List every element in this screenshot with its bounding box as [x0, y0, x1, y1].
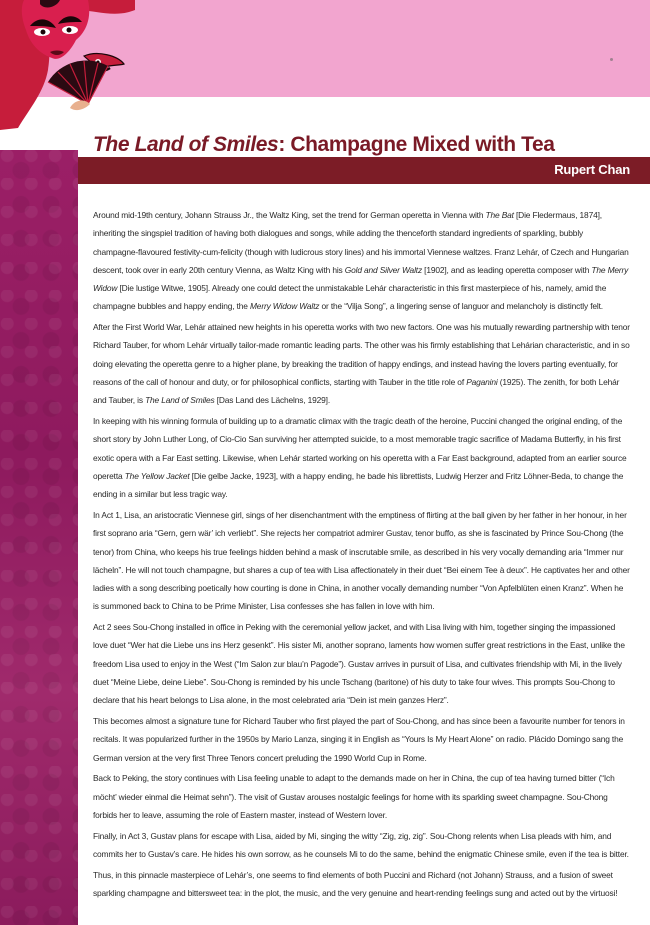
- title-work-name: The Land of Smiles: [93, 133, 279, 156]
- paragraph-text: (1925). The zenith, for both Lehár and Tauber, is: [93, 377, 620, 406]
- paragraph-text: [1902], and as leading operetta composer with: [422, 264, 592, 275]
- article-paragraph: [93, 827, 630, 864]
- work-title: The Land of Smiles: [145, 395, 215, 406]
- work-title: Merry Widow Waltz: [249, 301, 320, 312]
- article-paragraph: [93, 318, 630, 409]
- article-paragraph: [93, 712, 630, 767]
- chinese-opera-face-with-fan-icon: [0, 0, 135, 130]
- paragraph-text: [Die Fledermaus, 1874], inheriting the singspiel tradition of having both dialogues and songs, while adding the thenceforth standard ingredients of sparkling, bubbly champagne-flavoured festivity-cum-felicity (though with ludicrous story lines) and his immortal Viennese waltzes. Franz Lehár, of Czech and Hungarian descent, took over in early 20th century Vienna, as Waltz King with his: [93, 210, 629, 275]
- title-subtitle: : Champagne Mixed with Tea: [278, 133, 555, 156]
- paragraph-text: [Das Land des Lächelns, 1929].: [214, 395, 331, 406]
- decor-dot: [610, 58, 613, 61]
- article-paragraph: [93, 866, 630, 903]
- paragraph-text: Act 2 sees Sou-Chong installed in office in Peking with the ceremonial yellow jacket, and with Lisa living with him, together singing the impassioned love duet “Wer hat die Liebe uns ins Herz gesenkt”. His sister Mi, another soprano, laments how women suffer great restrictions in the East, unlike the freedom Lisa used to enjoy in the West (“Im Salon zur blau’n Pagode”). Gustav arrives in pursuit of Lisa, and cultivates friendship with Mi, in the lively duet “Meine Liebe, deine Liebe”. Sou-Chong is reminded by his uncle Tschang (baritone) of his duty to take four wives. This prompts Sou-Chong to declare that his heart belongs to Lisa alone, in the most celebrated aria “Dein ist mein ganzes Herz”.: [93, 622, 625, 706]
- article-paragraph: [93, 618, 630, 709]
- paragraph-text: [Die lustige Witwe, 1905]. Already one could detect the unmistakable Lehár characteristic in this first masterpiece of his, namely, amid the champagne bubbles and happy ending, the: [93, 283, 607, 312]
- article-paragraph: [93, 206, 630, 316]
- side-band: [0, 150, 78, 925]
- article-body: [93, 206, 630, 905]
- article-paragraph: [93, 506, 630, 616]
- article-paragraph: [93, 412, 630, 503]
- paragraph-text: Finally, in Act 3, Gustav plans for escape with Lisa, aided by Mi, singing the witty “Zig, zig, zig”. Sou-Chong relents when Lisa pleads with him, and commits her to Gustav’s care. He hides his own sorrow, as he counsels Mi to do the same, behind the enigmatic Chinese smile, even if the tea is bitter.: [93, 830, 629, 859]
- paragraph-text: Back to Peking, the story continues with Lisa feeling unable to adapt to the demands made on her in China, the cup of tea having turned bitter (“Ich möcht’ wieder einmal die Heimat sehn”). The visit of Gustav arouses nostalgic feelings for home with its sparkling sweet champagne. Sou-Chong forbids her to leave, assuming the role of Eastern master, instead of Western lover.: [93, 773, 615, 820]
- paragraph-text: This becomes almost a signature tune for Richard Tauber who first played the part of Sou-Chong, and has since been a favourite number for tenors in recitals. It was popularized further in the 1950s by Mario Lanza, singing it in English as “Yours Is My Heart Alone” on radio. Plácido Domingo sang the German version at the very first Three Tenors concert preluding the 1990 World Cup in Rome.: [93, 715, 625, 763]
- paragraph-text: [Die gelbe Jacke, 1923], with a happy ending, he bade his librettists, Ludwig Herzer and Fritz Löhner-Beda, to change the ending in a similar but less tragic way.: [93, 470, 624, 500]
- work-title: Gold and Silver Waltz: [344, 264, 422, 275]
- paragraph-text: Thus, in this pinnacle masterpiece of Lehár’s, one seems to find elements of both Puccini and Richard (not Johann) Strauss, and a fusion of sweet sparkling champagne and bittersweet tea: in the plot, the music, and the very genuine and heart-rending feelings sung and acted out by the virtuosi!: [93, 869, 618, 898]
- paragraph-text: After the First World War, Lehár attained new heights in his operetta works with two new factors. One was his mutually rewarding partnership with tenor Richard Tauber, for whom Lehár virtually tailor-made romantic leading parts. The other was his firmly establishing that Lehárian characteristic, and in so doing elevating the operetta genre to a higher plane, by breaking the tradition of happy endings, and instead having the lovers parting eventually, for reasons of the call of honour and duty, or for philosophical conflicts, starting with Tauber in the title role of: [93, 322, 630, 388]
- paragraph-text: In Act 1, Lisa, an aristocratic Viennese girl, sings of her disenchantment with the emptiness of flirting at the ball given by her father in her honour, in her first soprano aria “Gern, gern wär’ ich verliebt”. She rejects her compatriot admirer Gustav, tenor buffo, as she is fascinated by Prince Sou-Chong (the tenor) from China, who keeps his true feelings hidden behind a mask of inscrutable smile, as described in his very vocally demanding aria “Immer nur lächeln”. He will not touch champagne, but shares a cup of tea with Lisa affectionately in their duet “Bei einem Tee à deux”. He captivates her and other ladies with a song describing poetically how courting is done in China, in another vocally demanding number “Von Apfelblüten einen Kranz”. When he is summoned back to China to be Prime Minister, Lisa confesses she has fallen in love with him.: [93, 509, 630, 612]
- paragraph-text: Around mid-19th century, Johann Strauss Jr., the Waltz King, set the trend for German operetta in Vienna with: [93, 210, 486, 220]
- work-title: The Bat: [485, 210, 514, 220]
- work-title: The Yellow Jacket: [124, 470, 190, 481]
- article-title: [93, 133, 555, 157]
- author-name: Rupert Chan: [554, 162, 630, 177]
- work-title: Paganini: [466, 377, 498, 388]
- article-paragraph: [93, 769, 630, 824]
- paragraph-text: or the “Vilja Song”, a lingering sense of languor and melancholy is distinctly felt.: [319, 301, 603, 312]
- paragraph-text: In keeping with his winning formula of building up to a dramatic climax with the tragic death of the heroine, Puccini changed the original ending, of the short story by John Luther Long, of Cio-Cio San surviving her attempted suicide, to a most memorable tragic sacrifice of Madama Butterfly, in his first exotic opera with a Far East setting. Likewise, when Lehár started working on his operetta with a Far East background, adapted from an earlier source operetta: [93, 416, 627, 481]
- work-title: The Merry Widow: [93, 264, 629, 294]
